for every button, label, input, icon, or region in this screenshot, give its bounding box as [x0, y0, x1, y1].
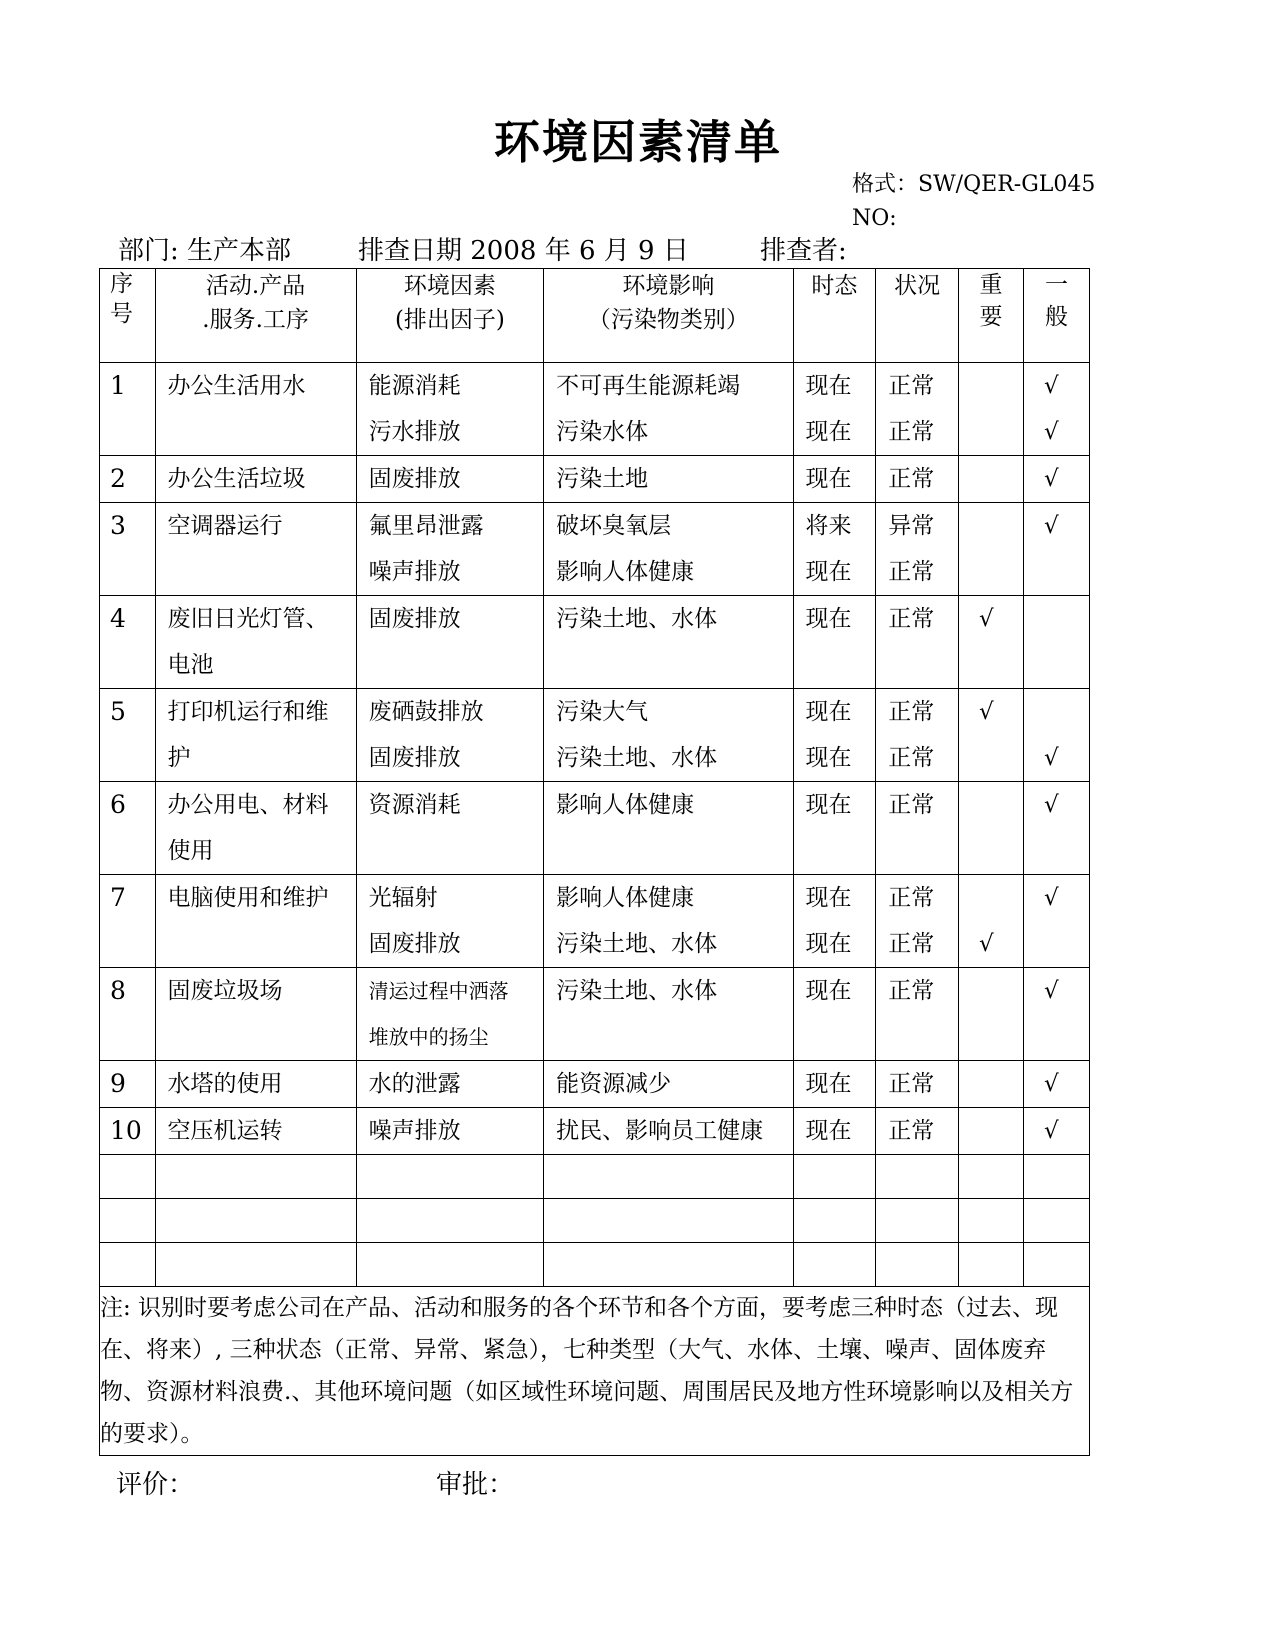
cell-seq: 5	[100, 689, 156, 782]
empty-cell	[1023, 1199, 1089, 1243]
table-row	[100, 363, 1090, 456]
cell-tense	[793, 782, 876, 875]
cell-general	[1023, 1061, 1089, 1108]
cell-text: 空压机运转	[167, 1118, 283, 1144]
cell-status	[876, 363, 959, 456]
cell-general	[1023, 503, 1089, 596]
check-mark	[959, 968, 1023, 1014]
document-number: NO:	[852, 206, 897, 231]
cell-major	[959, 363, 1024, 456]
cell-seq: 6	[100, 782, 156, 875]
cell-text: 现在	[805, 885, 852, 911]
empty-cell	[100, 1155, 156, 1199]
check-mark: √	[1043, 792, 1059, 818]
cell-factor	[356, 1108, 544, 1155]
empty-cell	[876, 1199, 959, 1243]
cell-seq: 1	[100, 363, 156, 456]
cell-text: 废硒鼓排放	[368, 699, 484, 725]
cell-tense	[793, 968, 876, 1061]
cell-tense	[793, 363, 876, 456]
cell-text: 污染土地、水体	[556, 745, 718, 771]
cell-text: 将来	[805, 513, 852, 539]
check-mark	[1024, 549, 1089, 595]
check-mark	[1024, 689, 1089, 735]
cell-text: 氟里昂泄露	[368, 513, 484, 539]
cell-text: 污水排放	[368, 419, 461, 445]
check-mark: √	[1043, 978, 1059, 1004]
cell-seq: 2	[100, 456, 156, 503]
cell-tense	[793, 1108, 876, 1155]
cell-general	[1023, 596, 1089, 689]
cell-text: 污染土地、水体	[556, 931, 718, 957]
cell-text: 影响人体健康	[556, 792, 695, 818]
empty-cell	[155, 1243, 356, 1287]
cell-impact	[544, 782, 793, 875]
cell-impact	[544, 456, 793, 503]
table-row	[100, 968, 1090, 1061]
cell-factor	[356, 503, 544, 596]
empty-cell	[100, 1243, 156, 1287]
evaluation-label: 评价：	[116, 1470, 195, 1500]
cell-major	[959, 596, 1024, 689]
cell-impact	[544, 363, 793, 456]
cell-activity	[155, 363, 356, 456]
cell-text: 现在	[805, 699, 852, 725]
cell-tense	[793, 689, 876, 782]
cell-text: 影响人体健康	[556, 885, 695, 911]
check-mark: √	[1043, 466, 1059, 492]
cell-text: 现在	[805, 1118, 852, 1144]
check-mark	[959, 1108, 1023, 1154]
check-mark	[1024, 596, 1089, 642]
check-mark	[959, 409, 1023, 455]
cell-text: 现在	[805, 373, 852, 399]
cell-factor	[356, 968, 544, 1061]
cell-impact	[544, 689, 793, 782]
cell-text: 正常	[888, 885, 935, 911]
cell-text: 清运过程中洒落	[368, 979, 509, 1003]
cell-text: 正常	[888, 1071, 935, 1097]
cell-impact	[544, 1108, 793, 1155]
cell-activity	[155, 1108, 356, 1155]
cell-impact	[544, 875, 793, 968]
check-mark	[959, 549, 1023, 595]
empty-cell	[959, 1243, 1024, 1287]
cell-text: 正常	[888, 931, 935, 957]
cell-text: 正常	[888, 466, 935, 492]
cell-text: 正常	[888, 978, 935, 1004]
cell-text: 正常	[888, 559, 935, 585]
header-row	[100, 269, 1090, 363]
cell-status	[876, 782, 959, 875]
cell-text: 光辐射	[368, 885, 438, 911]
cell-status	[876, 968, 959, 1061]
cell-text: 护	[167, 745, 191, 771]
check-mark	[959, 363, 1023, 409]
cell-major	[959, 782, 1024, 875]
cell-text: 空调器运行	[167, 513, 283, 539]
check-mark: √	[1043, 885, 1059, 911]
header-activity: 活动.产品 .服务.工序	[155, 269, 356, 363]
header-general: 一般	[1023, 269, 1089, 363]
cell-activity	[155, 1061, 356, 1108]
cell-general	[1023, 363, 1089, 456]
cell-text: 水塔的使用	[167, 1071, 283, 1097]
check-mark: √	[1043, 419, 1059, 445]
cell-text: 现在	[805, 606, 852, 632]
cell-text: 现在	[805, 559, 852, 585]
cell-text: 扰民、影响员工健康	[556, 1118, 764, 1144]
cell-text: 现在	[805, 745, 852, 771]
check-mark	[959, 735, 1023, 781]
cell-factor	[356, 782, 544, 875]
cell-status	[876, 1108, 959, 1155]
cell-text: 固废排放	[368, 745, 461, 771]
check-mark: √	[979, 931, 994, 957]
cell-seq: 9	[100, 1061, 156, 1108]
cell-activity	[155, 875, 356, 968]
cell-text: 使用	[167, 838, 214, 864]
cell-general	[1023, 456, 1089, 503]
cell-activity	[155, 456, 356, 503]
cell-text: 现在	[805, 792, 852, 818]
header-factor: 环境因素 (排出因子)	[356, 269, 544, 363]
cell-text: 打印机运行和维	[167, 699, 329, 725]
cell-text: 噪声排放	[368, 1118, 461, 1144]
cell-text: 固废排放	[368, 606, 461, 632]
cell-activity	[155, 689, 356, 782]
check-mark	[959, 875, 1023, 921]
check-mark	[1024, 921, 1089, 967]
table-row	[100, 782, 1090, 875]
cell-text: 能源消耗	[368, 373, 461, 399]
empty-cell	[544, 1155, 793, 1199]
cell-tense	[793, 503, 876, 596]
cell-impact	[544, 503, 793, 596]
empty-cell	[1023, 1155, 1089, 1199]
check-mark	[959, 503, 1023, 549]
check-mark: √	[1043, 1071, 1059, 1097]
cell-activity	[155, 596, 356, 689]
table-row	[100, 1061, 1090, 1108]
cell-text: 固废排放	[368, 931, 461, 957]
cell-tense	[793, 456, 876, 503]
header-major: 重要	[959, 269, 1024, 363]
cell-general	[1023, 689, 1089, 782]
check-mark: √	[979, 606, 994, 632]
empty-cell	[356, 1155, 544, 1199]
document-title: 环境因素清单	[494, 115, 782, 169]
cell-general	[1023, 968, 1089, 1061]
empty-cell	[155, 1199, 356, 1243]
environment-factor-table	[99, 268, 1090, 1456]
cell-major	[959, 689, 1024, 782]
cell-factor	[356, 363, 544, 456]
cell-text: 废旧日光灯管、	[167, 606, 329, 632]
check-mark: √	[1043, 745, 1059, 771]
empty-cell	[1023, 1243, 1089, 1287]
cell-text: 不可再生能源耗竭	[556, 373, 741, 399]
format-info	[852, 168, 1095, 236]
header-seq: 序号	[100, 269, 156, 363]
cell-status	[876, 456, 959, 503]
cell-text: 现在	[805, 931, 852, 957]
cell-text: 污染土地	[556, 466, 649, 492]
department: 部门: 生产本部	[118, 236, 292, 266]
cell-seq: 8	[100, 968, 156, 1061]
cell-factor	[356, 689, 544, 782]
cell-text: 电池	[167, 652, 214, 678]
cell-text: 正常	[888, 419, 935, 445]
cell-seq: 3	[100, 503, 156, 596]
empty-cell	[544, 1243, 793, 1287]
table-row	[100, 503, 1090, 596]
cell-factor	[356, 1061, 544, 1108]
cell-status	[876, 689, 959, 782]
cell-major	[959, 503, 1024, 596]
empty-cell	[356, 1243, 544, 1287]
cell-text: 现在	[805, 419, 852, 445]
cell-activity	[155, 968, 356, 1061]
empty-cell	[793, 1243, 876, 1287]
cell-activity	[155, 503, 356, 596]
cell-text: 固废排放	[368, 466, 461, 492]
cell-status	[876, 596, 959, 689]
cell-text: 影响人体健康	[556, 559, 695, 585]
cell-text: 污染土地、水体	[556, 606, 718, 632]
cell-text: 正常	[888, 699, 935, 725]
cell-text: 办公生活垃圾	[167, 466, 306, 492]
empty-cell	[793, 1155, 876, 1199]
approval-label: 审批：	[436, 1470, 515, 1500]
empty-cell	[155, 1155, 356, 1199]
table-row	[100, 689, 1090, 782]
cell-text: 异常	[888, 513, 935, 539]
cell-seq: 7	[100, 875, 156, 968]
check-mark	[959, 456, 1023, 502]
check-date: 排查日期 2008 年 6 月 9 日	[358, 236, 689, 266]
cell-major	[959, 875, 1024, 968]
table-row	[100, 456, 1090, 503]
cell-text: 堆放中的扬尘	[368, 1025, 489, 1049]
empty-row	[100, 1199, 1090, 1243]
empty-cell	[100, 1199, 156, 1243]
cell-text: 污染大气	[556, 699, 649, 725]
cell-text: 电脑使用和维护	[167, 885, 329, 911]
header-status: 状况	[876, 269, 959, 363]
cell-text: 办公生活用水	[167, 373, 306, 399]
empty-cell	[959, 1155, 1024, 1199]
cell-text: 正常	[888, 606, 935, 632]
header-tense: 时态	[793, 269, 876, 363]
cell-factor	[356, 875, 544, 968]
note-row	[100, 1287, 1090, 1456]
cell-text: 正常	[888, 745, 935, 771]
cell-text: 现在	[805, 466, 852, 492]
check-mark: √	[1043, 1118, 1059, 1144]
empty-cell	[876, 1243, 959, 1287]
cell-text: 现在	[805, 978, 852, 1004]
cell-tense	[793, 1061, 876, 1108]
cell-general	[1023, 1108, 1089, 1155]
cell-text: 正常	[888, 373, 935, 399]
cell-text: 破坏臭氧层	[556, 513, 672, 539]
empty-cell	[356, 1199, 544, 1243]
cell-major	[959, 968, 1024, 1061]
cell-text: 能资源减少	[556, 1071, 672, 1097]
cell-text: 现在	[805, 1071, 852, 1097]
cell-text: 水的泄露	[368, 1071, 461, 1097]
cell-text: 正常	[888, 792, 935, 818]
cell-status	[876, 503, 959, 596]
cell-tense	[793, 596, 876, 689]
cell-factor	[356, 456, 544, 503]
check-mark: √	[1043, 513, 1059, 539]
empty-cell	[793, 1199, 876, 1243]
cell-activity	[155, 782, 356, 875]
check-mark: √	[979, 699, 994, 725]
cell-impact	[544, 1061, 793, 1108]
format-code: 格式：SW/QER-GL045	[852, 172, 1096, 197]
cell-text: 办公用电、材料	[167, 792, 329, 818]
table-row	[100, 875, 1090, 968]
header-impact: 环境影响 （污染物类别）	[544, 269, 793, 363]
cell-general	[1023, 782, 1089, 875]
cell-text: 资源消耗	[368, 792, 461, 818]
cell-status	[876, 1061, 959, 1108]
cell-major	[959, 1061, 1024, 1108]
cell-general	[1023, 875, 1089, 968]
cell-factor	[356, 596, 544, 689]
empty-cell	[544, 1199, 793, 1243]
cell-impact	[544, 968, 793, 1061]
empty-cell	[876, 1155, 959, 1199]
cell-major	[959, 1108, 1024, 1155]
check-mark	[959, 782, 1023, 828]
cell-text: 污染土地、水体	[556, 978, 718, 1004]
table-row	[100, 596, 1090, 689]
empty-cell	[959, 1199, 1024, 1243]
check-mark: √	[1043, 373, 1059, 399]
empty-row	[100, 1155, 1090, 1199]
cell-status	[876, 875, 959, 968]
cell-text: 固废垃圾场	[167, 978, 283, 1004]
checker: 排查者:	[760, 236, 847, 266]
check-mark	[959, 1061, 1023, 1107]
cell-text: 噪声排放	[368, 559, 461, 585]
cell-impact	[544, 596, 793, 689]
cell-text: 正常	[888, 1118, 935, 1144]
empty-row	[100, 1243, 1090, 1287]
cell-major	[959, 456, 1024, 503]
cell-seq: 4	[100, 596, 156, 689]
cell-seq: 10	[100, 1108, 156, 1155]
cell-tense	[793, 875, 876, 968]
cell-text: 污染水体	[556, 419, 649, 445]
table-row	[100, 1108, 1090, 1155]
note-text: 注: 识别时要考虑公司在产品、活动和服务的各个环节和各个方面，要考虑三种时态（过去、现在、将来）, 三种状态（正常、异常、紧急），七种类型（大气、水体、土壤、噪声、固体废弃物、资源材料浪费.、其他环境问题（如区域性环境问题、周围居民及地方性环境影响以及相关方的要求）。	[100, 1287, 1090, 1456]
